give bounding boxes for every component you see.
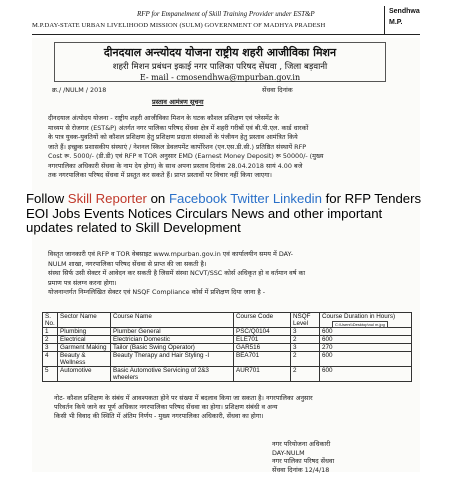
overlay-text: Follow — [26, 191, 68, 206]
cell: PSC/Q0104 — [234, 328, 291, 336]
cell: 2 — [43, 336, 58, 344]
twitter-link[interactable]: Twitter — [230, 191, 270, 206]
cell: 600 — [320, 328, 412, 336]
body-line: के पात्र युवक-युवतियों को कौशल प्रशिक्षण हेतु प्रशिक्षण प्रदाता संस्थाओं के पंजीयन हेतु प्रस्ताव आमंत्रित किये — [48, 133, 298, 141]
cell: Basic Automotive Servicing of 2&3 wheelers — [111, 367, 234, 382]
skill-reporter-link[interactable]: Skill Reporter — [67, 191, 147, 206]
details-line: योजनान्तर्गत निम्नलिखित सेक्टर एवं NSQF Compliance कोर्स में प्रशिक्षण दिया जाना है - — [48, 288, 266, 296]
notice-heading: प्रस्ताव आमंत्रण सूचना — [152, 98, 204, 106]
col-sno: S. No. — [43, 313, 58, 328]
details-paragraph — [48, 250, 418, 298]
cell: 600 — [320, 367, 412, 382]
cell: Plumbing — [58, 328, 111, 336]
notice-date: सेंधवा दिनांक — [262, 86, 293, 94]
signature-block — [272, 440, 334, 474]
cell: 600 — [320, 352, 412, 367]
letterhead-title: दीनदयाल अन्त्योदय योजना राष्ट्रीय शहरी आजीविका मिशन — [103, 46, 337, 59]
signature-line: DAY-NULM — [272, 448, 305, 457]
cell: GAR516 — [234, 344, 291, 352]
table-row — [43, 367, 412, 382]
cell: Garment Making — [58, 344, 111, 352]
details-line: संस्था सिर्फ उसी सेक्टर में आवेदन कर सकती है जिसमें संस्था NCVT/SSC कोर्स अधिकृत हो व वर्तमान वर्ष का — [48, 269, 306, 277]
cell: 3 — [291, 344, 320, 352]
col-course-code: Course Code — [234, 313, 291, 328]
signature-line: नगर पालिका परिषद सेंधवा — [272, 457, 335, 465]
cell: 3 — [291, 328, 320, 336]
table-row — [43, 344, 412, 352]
cell: Electrical — [58, 336, 111, 344]
letterhead-email: E- mail - cmosendhwa@mpurban.gov.in — [139, 73, 301, 82]
col-nsqf: NSQF Level — [291, 313, 320, 328]
cell: ELE701 — [234, 336, 291, 344]
body-line: दीनदयाल अंत्योदय योजना - राष्ट्रीय शहरी आजीविका मिशन के घटक कौशल प्रशिक्षण एवं प्लेसमेंट के — [48, 114, 280, 122]
rfp-title: RFP for Empanelment of Skill Training Provider under EST&P — [137, 10, 315, 18]
notice-body — [48, 114, 418, 181]
cell: Tailor (Basic Swing Operator) — [111, 344, 234, 352]
body-line: नगरपालिका अधिकारी सेंधवा के नाम देय होगा) के साथ अपना प्रस्ताव दिनांक 28.04.2018 सायं 4.00 बजे — [48, 161, 303, 170]
letterhead — [54, 42, 386, 82]
signature-line: सेंधवा दिनांक 12/4/18 — [272, 465, 330, 474]
details-line: विस्तृत जानकारी एवं RFP व TOR वेबसाइट www.mpurban.gov.in एवं कार्यालयीन समय में DAY- — [48, 250, 293, 258]
cell: 5 — [43, 367, 58, 382]
table-row — [43, 336, 412, 344]
details-line: प्रमाण पत्र संलग्न करना होगा। — [48, 278, 117, 287]
linkedin-link[interactable]: Linkedin — [272, 191, 322, 206]
col-course-name: Course Name — [111, 313, 234, 328]
cell: 2 — [291, 336, 320, 344]
table-row — [43, 328, 412, 336]
reference-number: क्र./ /NULM / 2018 — [52, 86, 107, 94]
place-line-1: Sendhwa — [389, 8, 420, 15]
body-line: माध्यम से रोजगार (EST&P) अंतर्गत नगर पालिका परिषद सेंधवा क्षेत्र में शहरी गरीबों एवं बी.पी.एल. कार्ड धारकों — [48, 123, 309, 132]
signature-line: नगर परियोजना अधिकारी — [272, 440, 331, 448]
body-line: जाते हैं। इच्छुक प्रशासकीय संस्थाएं / नेशनल स्किल डेवलपमेंट कार्पोरेशन (एन.एस.डी.सी.) प्रतिष्ठित संस्थायें RFP — [48, 142, 307, 151]
facebook-link[interactable]: Facebook — [168, 191, 227, 206]
col-duration: Course Duration in Hours) — [320, 313, 412, 328]
mission-title: M.P.DAY-STATE URBAN LIVELIHOOD MISSION (SULM) GOVERNMENT OF MADHYA PRADESH — [32, 22, 326, 29]
document-header — [32, 10, 420, 35]
col-sector: Sector Name — [58, 313, 111, 328]
details-line: NULM शाखा, नगरपालिका परिषद सेंधवा से प्राप्त की जा सकती है। — [48, 259, 207, 268]
cell: AUR701 — [234, 367, 291, 382]
cell: Beauty & Wellness — [58, 352, 111, 367]
overlay-text: on — [146, 191, 169, 206]
cell: 600 — [320, 336, 412, 344]
place-box — [384, 6, 420, 34]
body-line: Cost रू. 5000/- (डी.डी) एवं RFP व TOR अनुसार EMD (Earnest Money Deposit) रू 50000/- (मुख्य — [48, 152, 324, 160]
note-line: परिवर्तन किये जाने का पूर्ण अधिकार नगरपालिका परिषद सेंधवा का होगा। प्रशिक्षण संबंधी व अन्य — [54, 403, 278, 411]
file-path-label: C:\Users\\Desktop\nul m.jpg — [332, 321, 388, 328]
cell: Beauty Therapy and Hair Styling -I — [111, 352, 234, 367]
cell: 270 — [320, 344, 412, 352]
scanned-notice — [26, 38, 422, 474]
cell: BEA701 — [234, 352, 291, 367]
table-row — [43, 352, 412, 367]
cell: 1 — [43, 328, 58, 336]
cell: Electrician Domestic — [111, 336, 234, 344]
cell: 4 — [43, 352, 58, 367]
cell: 3 — [43, 344, 58, 352]
cell: Automotive — [58, 367, 111, 382]
note-line: किसी भी विवाद की स्थिति में अंतिम निर्णय - मुख्य नगरपालिका अधिकारी, सेंधवा का होगा। — [54, 412, 264, 420]
body-line: तक नगरपालिका परिषद सेंधवा में प्रस्तुत कर सकते हैं। प्राप्त प्रस्तावों पर विचार नहीं किया जाएगा। — [48, 171, 272, 179]
follow-overlay-text — [26, 192, 426, 236]
place-line-2: M.P. — [389, 19, 403, 26]
note-line: नोट- कौशल प्रशिक्षण के संबंध में आवश्यकता होने पर संख्या में बदलाव किया जा सकता है। नगरपालिका अनुसार — [54, 394, 313, 402]
letterhead-subtitle: शहरी मिशन प्रबंधन इकाई नगर पालिका परिषद सेंधवा , जिला बड़वानी — [112, 62, 328, 72]
note-paragraph — [54, 394, 414, 421]
overlay-text: for RFP Tenders EOI Jobs Events Notices Circulars News and other important updates related to Skill Development — [26, 191, 422, 235]
cell: 2 — [291, 352, 320, 367]
cell: Plumber General — [111, 328, 234, 336]
cell: 2 — [291, 367, 320, 382]
